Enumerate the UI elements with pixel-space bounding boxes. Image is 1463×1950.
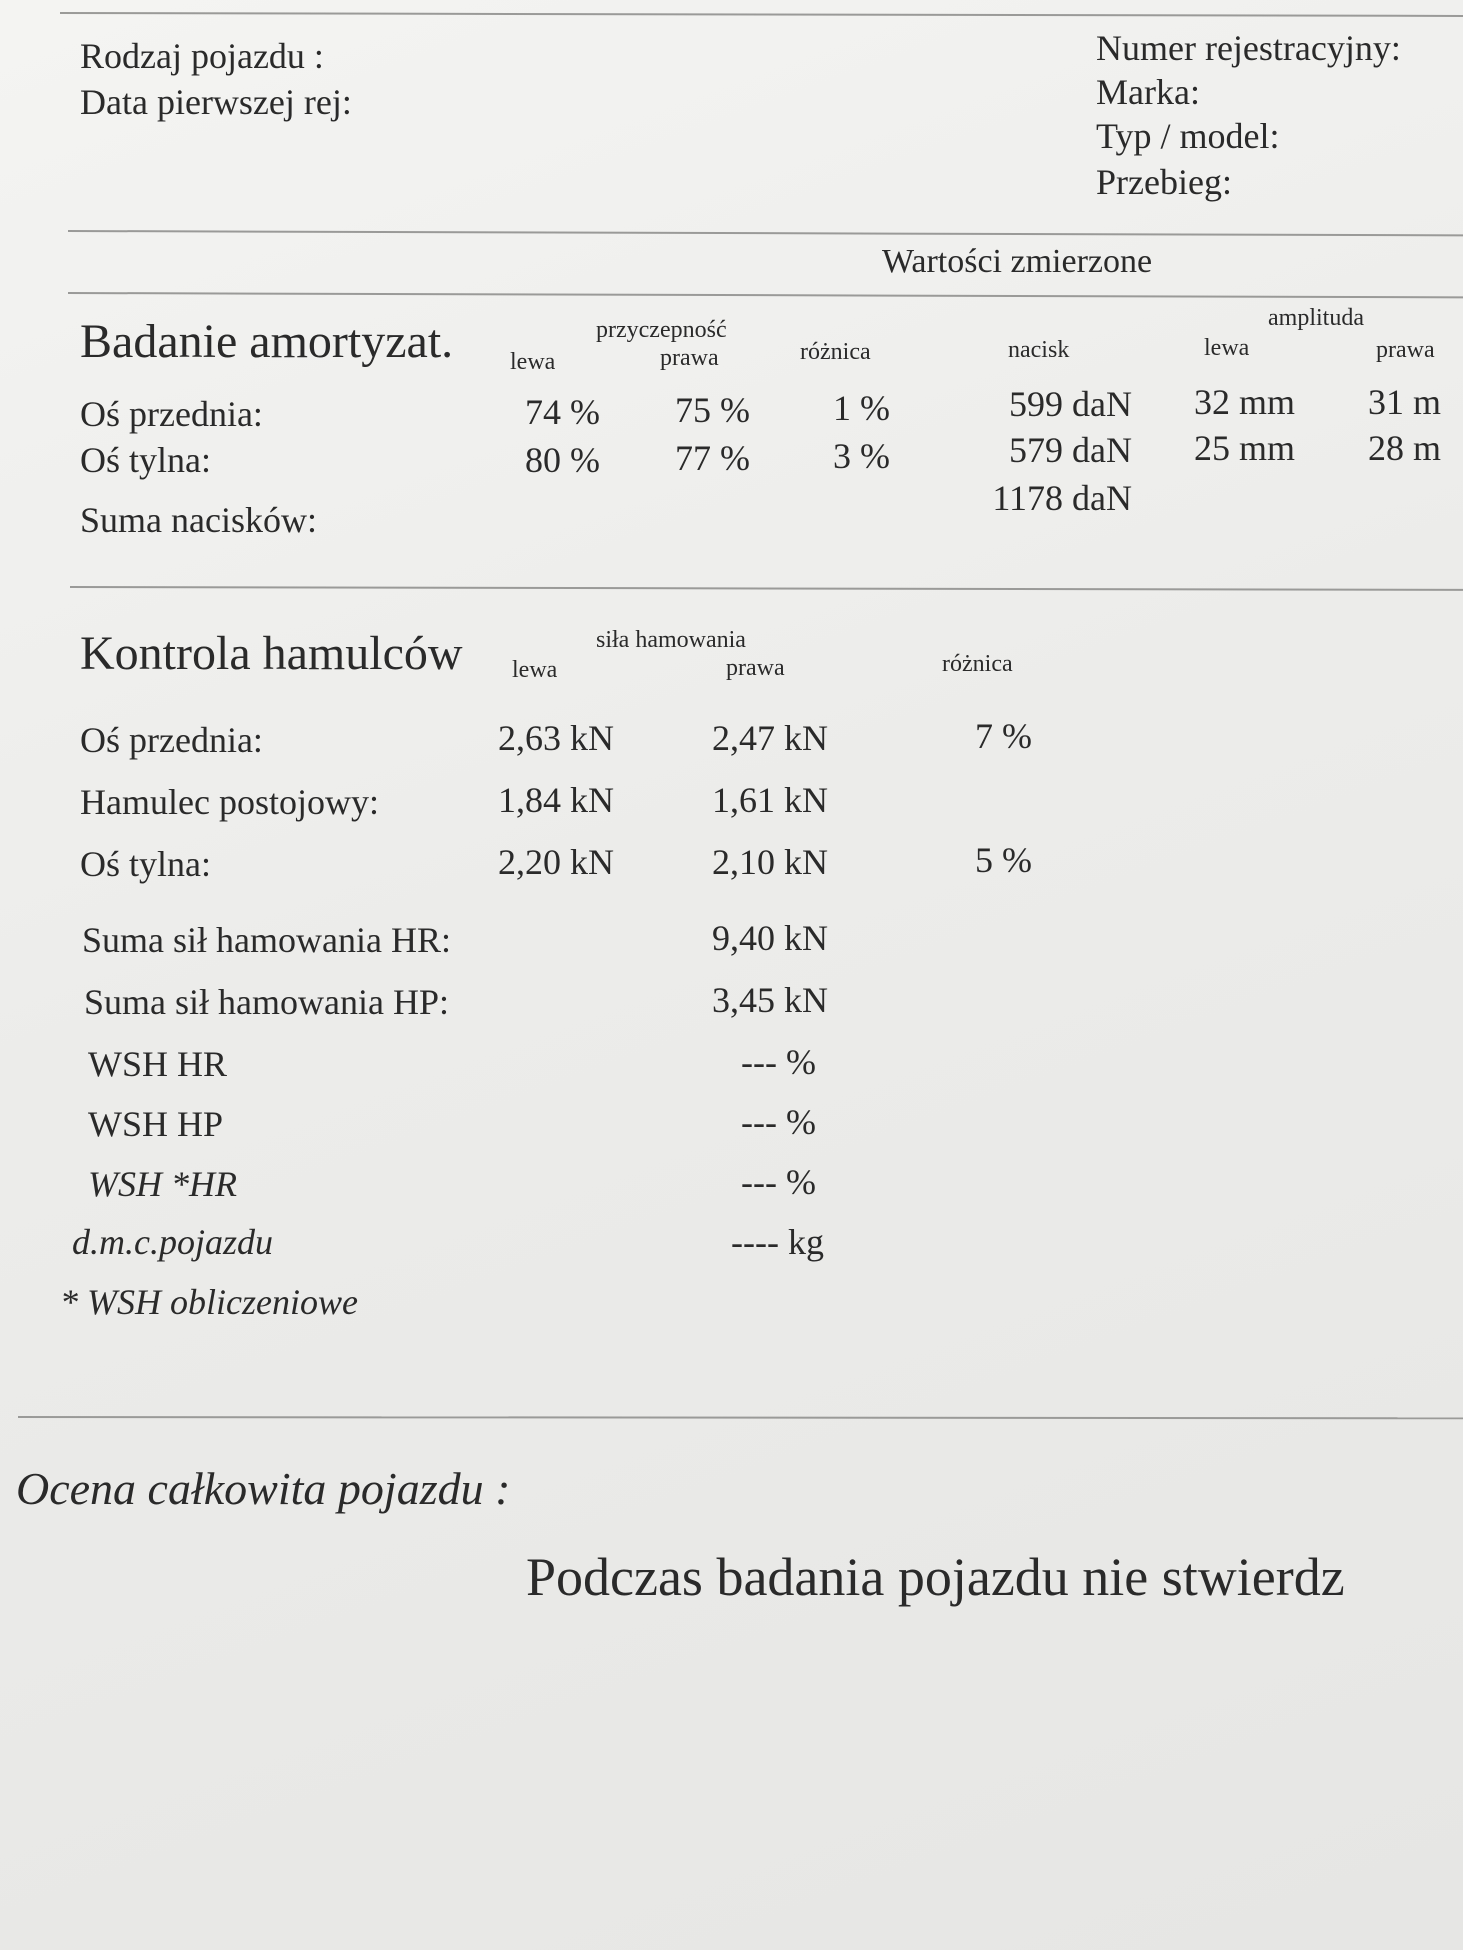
brakes-row-front-roznica: 7 % (975, 716, 1032, 756)
registration-number-label: Numer rejestracyjny: (1096, 28, 1401, 68)
shock-row-rear-roznica: 3 % (833, 436, 890, 476)
brakes-row-parking-label: Hamulec postojowy: (80, 782, 379, 822)
shock-row-front-roznica: 1 % (833, 388, 890, 428)
brakes-col-group: siła hamowania (596, 627, 746, 653)
type-model-label: Typ / model: (1096, 116, 1280, 156)
measured-values-label: Wartości zmierzone (882, 243, 1153, 280)
shock-row-front-label: Oś przednia: (80, 394, 263, 434)
shock-col-roznica: różnica (800, 339, 871, 365)
shock-section-title: Badanie amortyzat. (80, 315, 454, 368)
mileage-label: Przebieg: (1096, 162, 1232, 202)
shock-col-lewa: lewa (510, 349, 556, 375)
shock-row-rear-label: Oś tylna: (80, 440, 211, 480)
shock-row-rear-nacisk: 579 daN (1009, 430, 1132, 470)
brakes-col-prawa: prawa (726, 655, 785, 681)
brakes-row-rear-roznica: 5 % (975, 840, 1032, 880)
shock-col-nacisk: nacisk (1008, 337, 1070, 363)
brakes-row-front-lewa: 2,63 kN (498, 718, 614, 758)
brakes-row-rear-label: Oś tylna: (80, 844, 211, 884)
brakes-col-lewa: lewa (512, 657, 558, 683)
shock-row-front-prawa: 75 % (675, 390, 750, 430)
brakes-wsh-hp-label: WSH HP (88, 1104, 224, 1144)
brakes-sum-hr-label: Suma sił hamowania HR: (82, 920, 451, 960)
brakes-section-title: Kontrola hamulców (80, 627, 463, 680)
divider-measured (68, 292, 1463, 298)
brakes-wsh-calc-hr-label: WSH *HR (88, 1164, 237, 1204)
brakes-wsh-hr-label: WSH HR (88, 1044, 228, 1084)
brakes-sum-hp-value: 3,45 kN (712, 980, 828, 1020)
brakes-wsh-hp-value: --- % (741, 1102, 816, 1142)
vehicle-gvw-value: ---- kg (731, 1222, 824, 1262)
brakes-row-rear-lewa: 2,20 kN (498, 842, 614, 882)
shock-row-rear-lewa: 80 % (525, 440, 600, 480)
divider-top (60, 12, 1463, 17)
brakes-row-front-prawa: 2,47 kN (712, 718, 828, 758)
wsh-footnote: * WSH obliczeniowe (60, 1282, 358, 1322)
shock-row-rear-amp-prawa: 28 m (1368, 428, 1442, 468)
divider-shock (70, 586, 1463, 591)
shock-row-front-amp-prawa: 31 m (1368, 382, 1442, 422)
brakes-sum-hr-value: 9,40 kN (712, 918, 828, 958)
shock-row-rear-amp-lewa: 25 mm (1194, 428, 1296, 468)
brakes-col-roznica: różnica (942, 651, 1013, 677)
divider-assessment (18, 1416, 1463, 1419)
shock-col-amp-lewa: lewa (1204, 335, 1250, 361)
brakes-row-rear-prawa: 2,10 kN (712, 842, 828, 882)
vehicle-type-label: Rodzaj pojazdu : (80, 36, 324, 76)
shock-row-front-lewa: 74 % (525, 392, 600, 432)
shock-col-amplitude: amplituda (1268, 305, 1364, 331)
shock-col-prawa: prawa (660, 345, 719, 371)
brakes-row-front-label: Oś przednia: (80, 720, 263, 760)
divider-header (68, 230, 1463, 236)
shock-col-group: przyczepność (596, 317, 727, 343)
brakes-row-parking-lewa: 1,84 kN (498, 780, 614, 820)
shock-row-rear-prawa: 77 % (675, 438, 750, 478)
shock-sum-value: 1178 daN (992, 478, 1132, 518)
brakes-wsh-hr-value: --- % (741, 1042, 816, 1082)
shock-sum-label: Suma nacisków: (80, 500, 317, 540)
brakes-sum-hp-label: Suma sił hamowania HP: (84, 982, 449, 1022)
overall-assessment-text: Podczas badania pojazdu nie stwierdz (526, 1547, 1345, 1607)
overall-assessment-label: Ocena całkowita pojazdu : (16, 1463, 511, 1514)
vehicle-gvw-label: d.m.c.pojazdu (72, 1222, 273, 1262)
shock-row-front-amp-lewa: 32 mm (1194, 382, 1296, 422)
make-label: Marka: (1096, 72, 1200, 112)
brakes-row-parking-prawa: 1,61 kN (712, 780, 828, 820)
shock-col-amp-prawa: prawa (1376, 337, 1435, 363)
brakes-wsh-calc-hr-value: --- % (741, 1162, 816, 1202)
first-registration-label: Data pierwszej rej: (80, 82, 352, 122)
shock-row-front-nacisk: 599 daN (1009, 384, 1132, 424)
